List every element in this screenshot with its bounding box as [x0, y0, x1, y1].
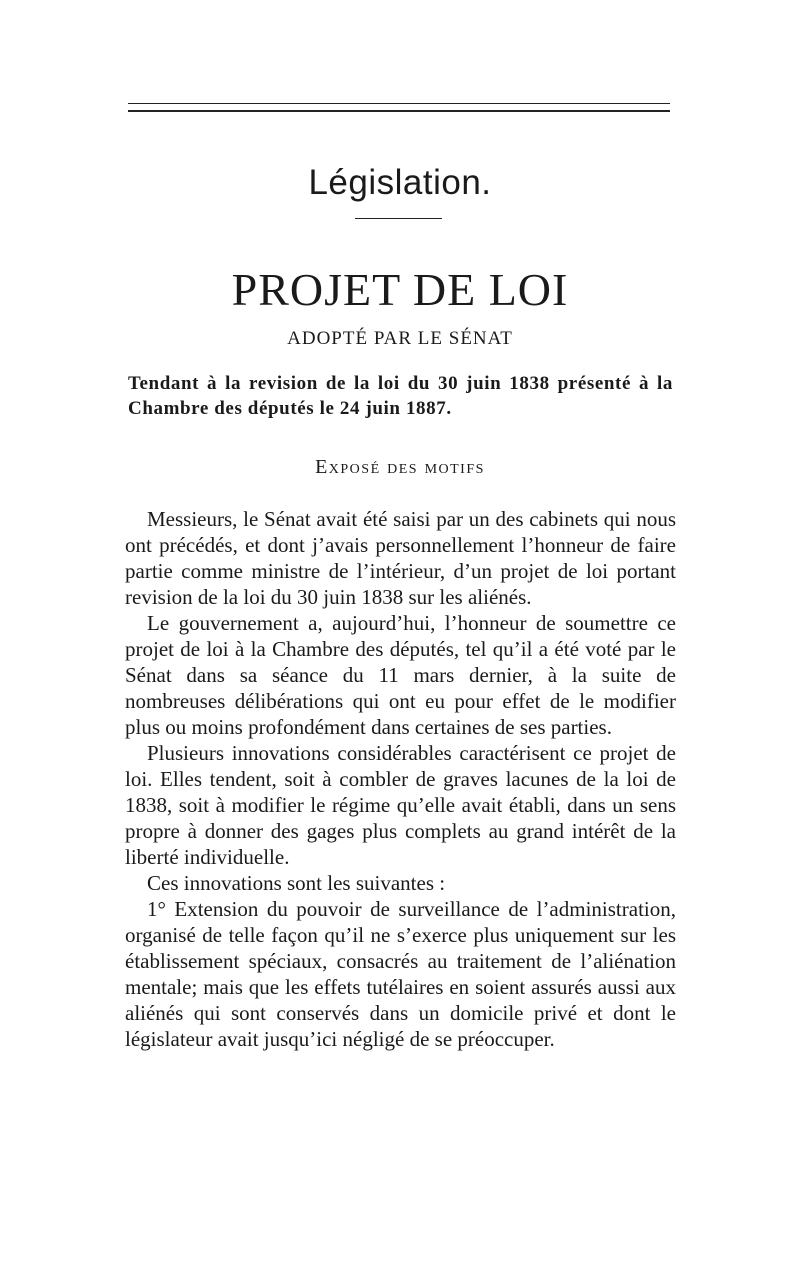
paragraph: Ces innovations sont les suivantes :: [147, 871, 446, 895]
body-text: [125, 506, 676, 1052]
paragraph: Le gouvernement a, aujourd’hui, l’honneur de soumettre ce projet de loi à la Chambre des députés, tel qu’il a été voté par le Sénat dans sa séance du 11 mars dernier, à la suite de nombreuses délibérations qui ont eu pour effet de le modifier plus ou moins profondément dans certaines de ses parties.: [125, 611, 676, 739]
bill-description: Tendant à la revision de la loi du 30 juin 1838 présenté à la Chambre des députés le 24 juin 1887.: [128, 373, 673, 419]
motifs-heading: Exposé des motifs: [315, 456, 485, 478]
paragraph: 1° Extension du pouvoir de surveillance de l’administration, organisé de telle façon qu’il ne s’exerce plus uniquement sur les établissement spéciaux, consacrés au traitement de l’aliénation mentale; mais que les effets tutélaires en soient assurés aussi aux aliénés qui sont conservés dans un domicile privé et dont le législateur avait jusqu’ici négligé de se préoccuper.: [125, 897, 676, 1051]
top-rule-thick: [128, 110, 670, 112]
subtitle: ADOPTÉ PAR LE SÉNAT: [287, 328, 513, 349]
top-rule-thin: [128, 103, 670, 104]
paragraph: Plusieurs innovations considérables caractérisent ce projet de loi. Elles tendent, soit à combler de graves lacunes de la loi de 1838, soit à modifier le régime qu’elle avait établi, dans un sens propre à donner des gages plus complets au grand intérêt de la liberté individuelle.: [125, 741, 676, 869]
page-title: PROJET DE LOI: [231, 264, 569, 315]
section-title: Législation.: [308, 163, 492, 202]
paragraph: Messieurs, le Sénat avait été saisi par un des cabinets qui nous ont précédés, et dont j’avais personnellement l’honneur de faire partie comme ministre de l’intérieur, d’un projet de loi portant revision de la loi du 30 juin 1838 sur les aliénés.: [125, 507, 676, 609]
title-divider: [355, 218, 442, 219]
